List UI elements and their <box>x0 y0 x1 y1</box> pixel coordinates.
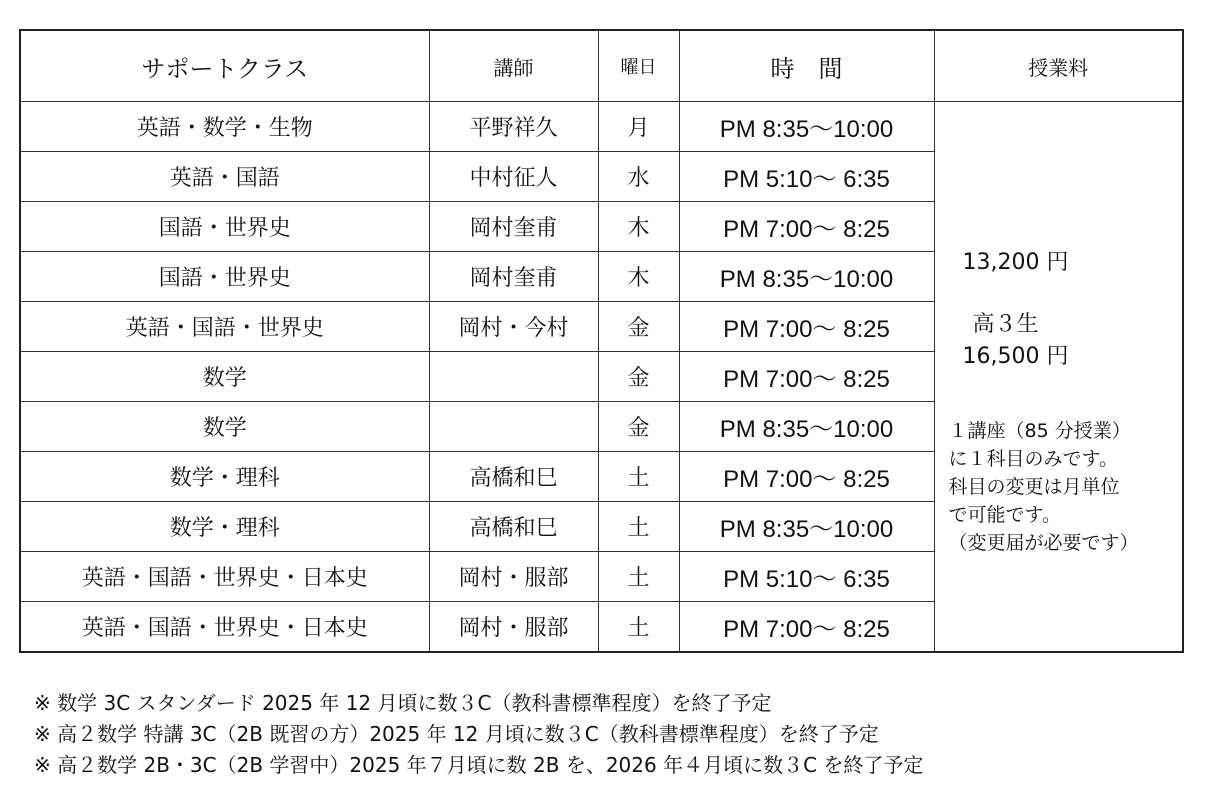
cell-day: 金 <box>598 402 679 452</box>
cell-day: 水 <box>598 152 679 202</box>
cell-day: 金 <box>598 352 679 402</box>
fee-standard: 13,200 円 <box>962 250 1069 275</box>
cell-time: PM 8:35〜10:00 <box>679 252 934 302</box>
schedule-table <box>19 29 1184 653</box>
fee-note-line: に１科目のみです。 <box>948 448 1118 470</box>
fee-grade3-label: 高３生 <box>972 312 1039 337</box>
cell-teacher: 高橋和巳 <box>429 452 598 502</box>
cell-time: PM 8:35〜10:00 <box>679 502 934 552</box>
cell-time: PM 8:35〜10:00 <box>679 102 934 152</box>
cell-day: 月 <box>598 102 679 152</box>
footnote: ※ 高２数学 特講 3C（2B 既習の方）2025 年 12 月頃に数３C（教科書標準程度）を終了予定 <box>34 722 879 746</box>
cell-class: 英語・国語・世界史・日本史 <box>20 602 429 653</box>
header-time: 時 間 <box>679 30 934 102</box>
header-row <box>20 30 1183 102</box>
cell-day: 金 <box>598 302 679 352</box>
cell-teacher: 岡村・今村 <box>429 302 598 352</box>
cell-teacher: 岡村奎甫 <box>429 202 598 252</box>
table-row <box>20 102 1183 152</box>
header-fee: 授業料 <box>934 30 1183 102</box>
cell-teacher <box>429 352 598 402</box>
cell-day: 土 <box>598 502 679 552</box>
cell-time: PM 7:00〜 8:25 <box>679 352 934 402</box>
cell-class: 数学・理科 <box>20 502 429 552</box>
cell-time: PM 5:10〜 6:35 <box>679 552 934 602</box>
cell-time: PM 7:00〜 8:25 <box>679 302 934 352</box>
cell-class: 数学 <box>20 352 429 402</box>
cell-class: 数学・理科 <box>20 452 429 502</box>
cell-teacher: 岡村・服部 <box>429 602 598 653</box>
footnote: ※ 数学 3C スタンダード 2025 年 12 月頃に数３C（教科書標準程度）を終了予定 <box>34 691 772 715</box>
fee-note-line: （変更届が必要です） <box>948 532 1139 554</box>
cell-class: 英語・数学・生物 <box>20 102 429 152</box>
fee-grade3-price: 16,500 円 <box>962 344 1069 369</box>
cell-class: 数学 <box>20 402 429 452</box>
cell-class: 英語・国語・世界史・日本史 <box>20 552 429 602</box>
footnotes <box>34 688 1184 781</box>
header-day: 曜日 <box>598 30 679 102</box>
cell-teacher: 高橋和巳 <box>429 502 598 552</box>
cell-class: 国語・世界史 <box>20 202 429 252</box>
cell-class: 英語・国語 <box>20 152 429 202</box>
cell-teacher: 平野祥久 <box>429 102 598 152</box>
cell-class: 国語・世界史 <box>20 252 429 302</box>
fee-note-line: 科目の変更は月単位 <box>948 476 1120 498</box>
cell-teacher <box>429 402 598 452</box>
cell-day: 木 <box>598 252 679 302</box>
cell-time: PM 7:00〜 8:25 <box>679 202 934 252</box>
cell-class: 英語・国語・世界史 <box>20 302 429 352</box>
header-teacher: 講師 <box>429 30 598 102</box>
fee-note-line: １講座（85 分授業） <box>948 420 1131 442</box>
cell-time: PM 5:10〜 6:35 <box>679 152 934 202</box>
cell-teacher: 岡村・服部 <box>429 552 598 602</box>
cell-time: PM 7:00〜 8:25 <box>679 452 934 502</box>
cell-day: 土 <box>598 552 679 602</box>
cell-teacher: 岡村奎甫 <box>429 252 598 302</box>
fee-note-line: で可能です。 <box>948 504 1061 526</box>
cell-teacher: 中村征人 <box>429 152 598 202</box>
cell-day: 土 <box>598 452 679 502</box>
header-class: サポートクラス <box>20 30 429 102</box>
footnote: ※ 高２数学 2B・3C（2B 学習中）2025 年７月頃に数 2B を、2026 年４月頃に数３C を終了予定 <box>34 753 924 777</box>
cell-time: PM 7:00〜 8:25 <box>679 602 934 653</box>
fee-cell <box>934 102 1183 653</box>
cell-day: 土 <box>598 602 679 653</box>
cell-time: PM 8:35〜10:00 <box>679 402 934 452</box>
cell-day: 木 <box>598 202 679 252</box>
